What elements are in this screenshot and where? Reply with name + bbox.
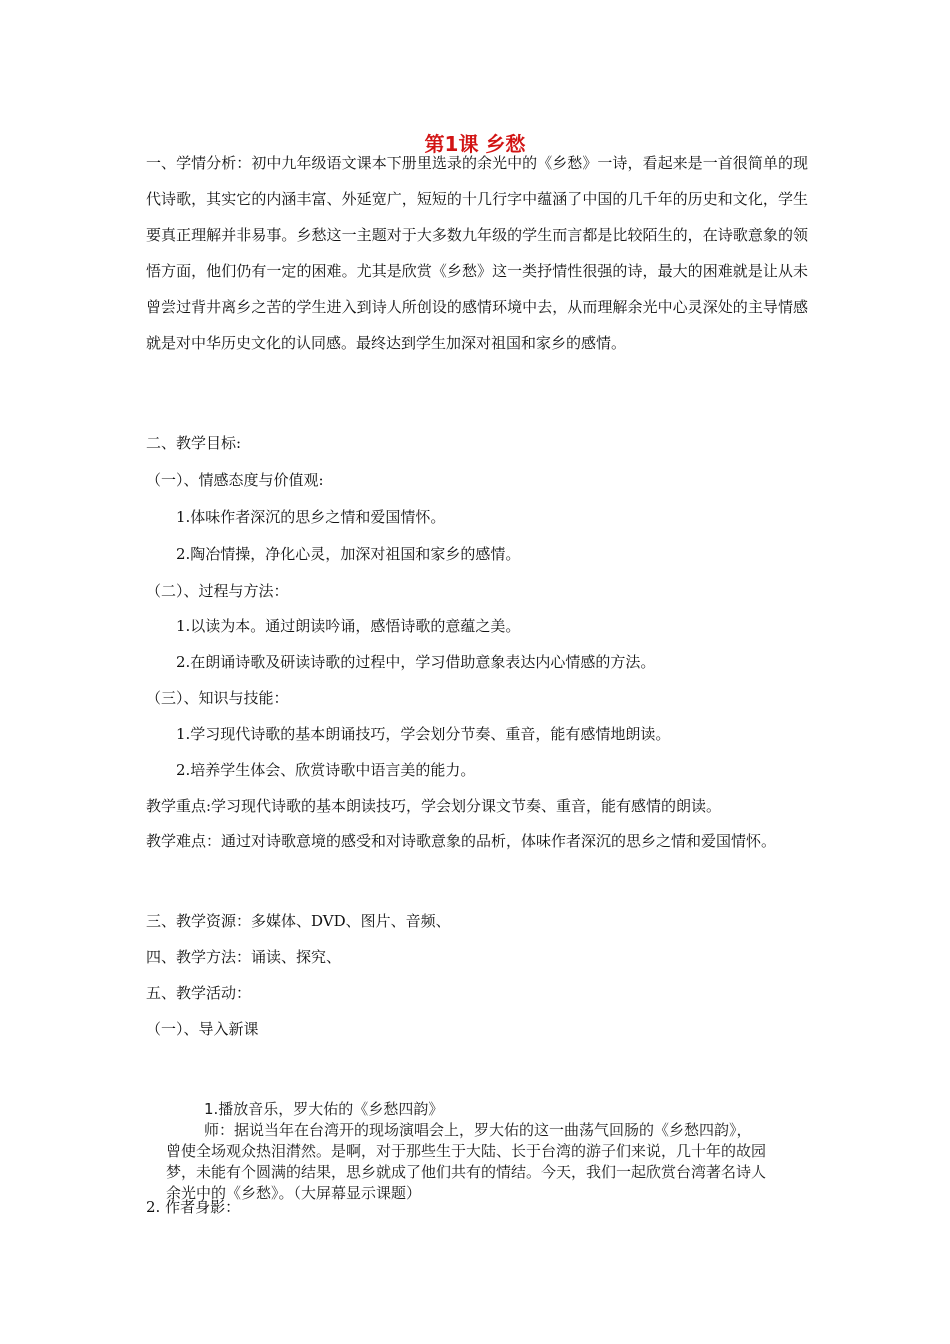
objective-1-1: 1.体味作者深沉的思乡之情和爱国情怀。	[176, 508, 446, 526]
objective-group-2-heading: （二）、过程与方法：	[146, 582, 289, 600]
teaching-key-point: 教学重点:学习现代诗歌的基本朗读技巧，学会划分课文节奏、重音，能有感情的朗读。	[146, 797, 722, 815]
quote-first-line: 1.播放音乐，罗大佑的《乡愁四韵》	[204, 1100, 444, 1118]
objective-2-1: 1.以读为本。通过朗读吟诵，感悟诗歌的意蕴之美。	[176, 617, 521, 635]
objective-3-1: 1.学习现代诗歌的基本朗诵技巧，学会划分节奏、重音，能有感情地朗读。	[176, 725, 671, 743]
objective-group-3-heading: （三）、知识与技能：	[146, 689, 289, 707]
objective-group-1-heading: （一）、情感态度与价值观:	[146, 471, 324, 489]
activity-1-heading: （一）、导入新课	[146, 1020, 259, 1038]
lesson-title: 第1课 乡愁	[424, 132, 526, 156]
teaching-resources: 三、教学资源：多媒体、DVD、图片、音频、	[146, 912, 451, 930]
teaching-activities-heading: 五、教学活动：	[146, 984, 252, 1002]
author-profile-heading: 2. 作者身影：	[146, 1198, 241, 1216]
objective-2-2: 2.在朗诵诗歌及研读诗歌的过程中，学习借助意象表达内心情感的方法。	[176, 653, 656, 671]
objective-1-2: 2.陶冶情操，净化心灵，加深对祖国和家乡的感情。	[176, 545, 521, 563]
teaching-difficulty: 教学难点：通过对诗歌意境的感受和对诗歌意象的品析，体味作者深沉的思乡之情和爱国情怀。	[146, 832, 777, 850]
teaching-methods: 四、教学方法：诵读、探究、	[146, 948, 342, 966]
quote-body: 师：据说当年在台湾开的现场演唱会上，罗大佑的这一曲荡气回肠的《乡愁四韵》，曾使全场观众热泪潸然。是啊，对于那些生于大陆、长于台湾的游子们来说，几十年的故园梦，未能有个圆满的结果，思乡就成了他们共有的情结。今天，我们一起欣赏台湾著名诗人余光中的《乡愁》。（大屏幕显示课题）	[166, 1121, 767, 1202]
learning-analysis-paragraph: 一、学情分析：初中九年级语文课本下册里选录的余光中的《乡愁》一诗，看起来是一首很简单的现代诗歌，其实它的内涵丰富、外延宽广，短短的十几行字中蕴涵了中国的几千年的历史和文化，学生要真正理解并非易事。乡愁这一主题对于大多数九年级的学生而言都是比较陌生的，在诗歌意象的领悟方面，他们仍有一定的困难。尤其是欣赏《乡愁》这一类抒情性很强的诗，最大的困难就是让从未曾尝过背井离乡之苦的学生进入到诗人所创设的感情环境中去，从而理解余光中心灵深处的主导情感就是对中华历史文化的认同感。最终达到学生加深对祖国和家乡的感情。	[146, 154, 808, 352]
intro-quote-block	[166, 1099, 766, 1204]
objective-3-2: 2.培养学生体会、欣赏诗歌中语言美的能力。	[176, 761, 476, 779]
objectives-heading: 二、教学目标:	[146, 434, 242, 452]
